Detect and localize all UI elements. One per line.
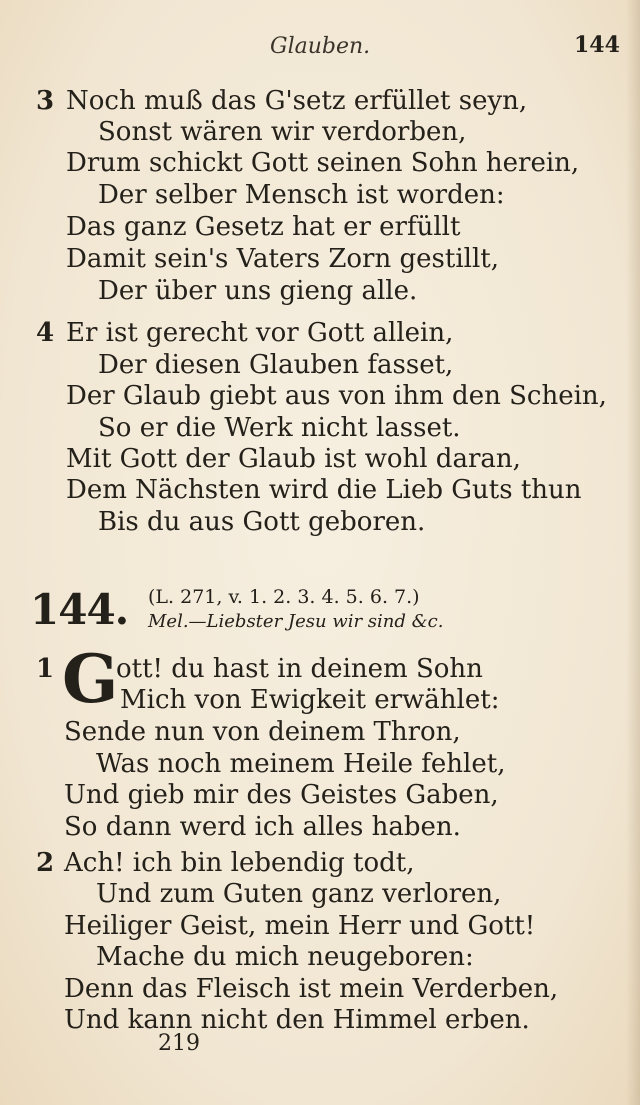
stanza-number: 2 [36,848,55,878]
page-edge-shadow [626,0,640,1105]
verse-line: Sende nun von deinem Thron, [64,717,461,747]
footer-signature-number: 219 [158,1031,200,1056]
verse-line: Der Glaub giebt aus von ihm den Schein, [66,381,607,411]
verse-line: Mich von Ewigkeit erwählet: [120,685,500,715]
verse-line: Denn das Fleisch ist mein Verderben, [64,974,559,1004]
verse-line: Der über uns gieng alle. [98,276,418,306]
verse-line: Und zum Guten ganz verloren, [96,879,502,909]
verse-line: Noch muß das G'setz erfüllet seyn, [66,86,528,116]
verse-line: Sonst wären wir verdorben, [98,117,467,147]
verse-line: Und kann nicht den Himmel erben. [64,1005,530,1035]
running-header: Glauben. [270,34,371,59]
verse-line: So dann werd ich alles haben. [64,812,461,842]
stanza-number: 3 [36,86,55,116]
verse-line: Er ist gerecht vor Gott allein, [66,318,454,348]
hymn-melody: Mel.—Liebster Jesu wir sind &c. [148,611,444,632]
verse-line: Dem Nächsten wird die Lieb Guts thun [66,475,582,505]
hymn-number: 144. [30,585,129,634]
verse-line: Bis du aus Gott geboren. [98,507,426,537]
header-page-number: 144 [574,32,620,58]
verse-line: Und gieb mir des Geistes Gaben, [64,780,499,810]
verse-line: Heiliger Geist, mein Herr und Gott! [64,911,536,941]
stanza-number: 4 [36,318,55,348]
stanza-number: 1 [36,654,55,684]
verse-line: Damit sein's Vaters Zorn gestillt, [66,244,499,274]
verse-line: Der diesen Glauben fasset, [98,350,454,380]
verse-line: Ach! ich bin lebendig todt, [64,848,415,878]
verse-line: Mit Gott der Glaub ist wohl daran, [66,444,521,474]
verse-line: ott! du hast in deinem Sohn [116,654,483,684]
verse-line: Drum schickt Gott seinen Sohn herein, [66,148,580,178]
drop-cap-letter: G [62,640,119,718]
hymn-reference: (L. 271, v. 1. 2. 3. 4. 5. 6. 7.) [148,586,420,608]
verse-line: Das ganz Gesetz hat er erfüllt [66,212,461,242]
verse-line: Was noch meinem Heile fehlet, [96,749,506,779]
verse-line: So er die Werk nicht lasset. [98,413,461,443]
verse-line: Mache du mich neugeboren: [96,942,474,972]
verse-line: Der selber Mensch ist worden: [98,180,505,210]
